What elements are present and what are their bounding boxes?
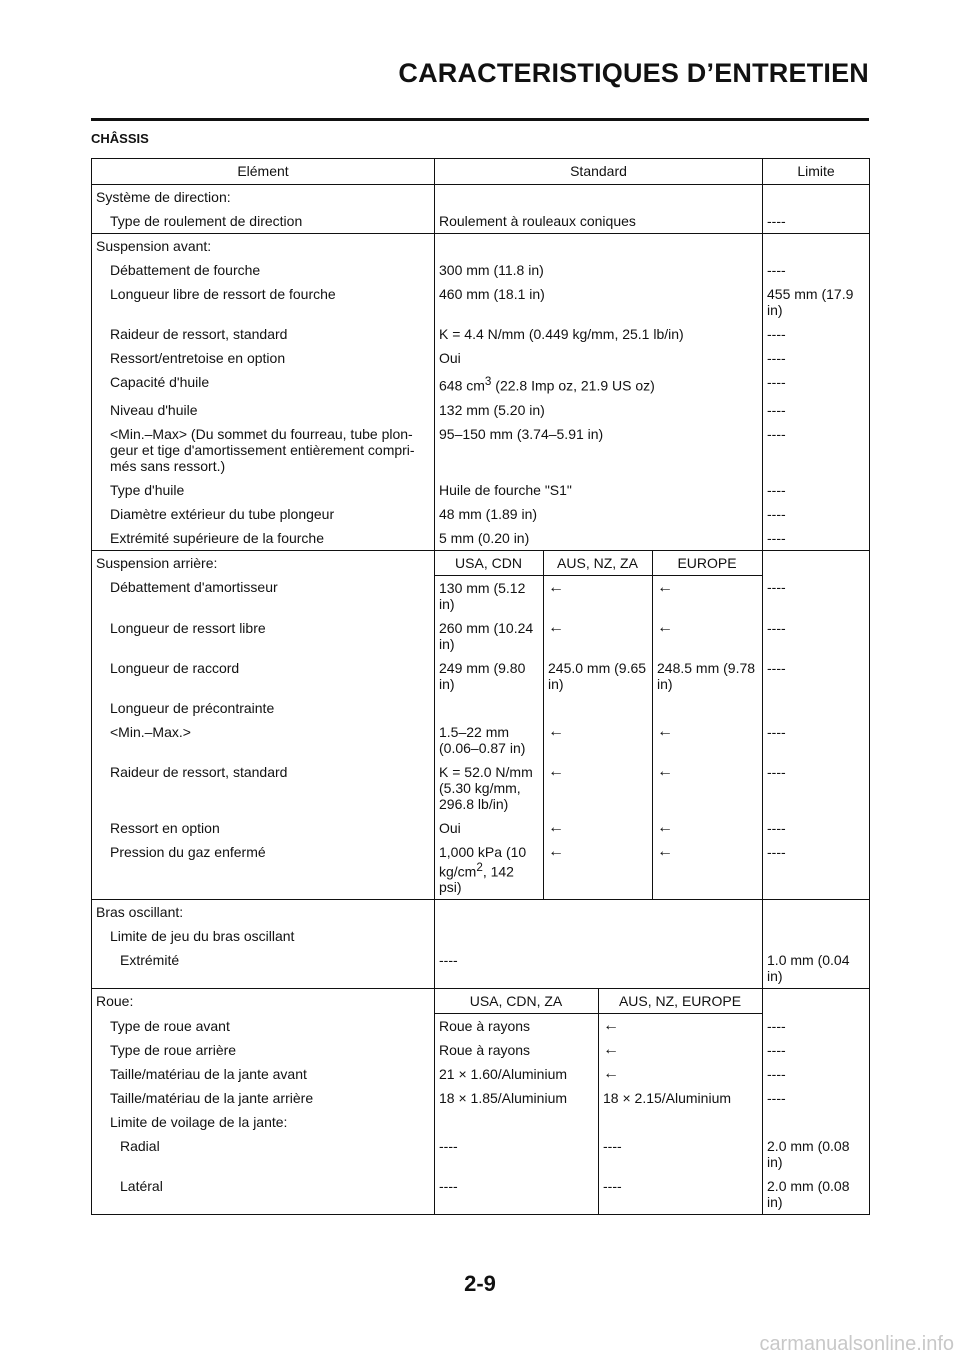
table-cell: 5 mm (0.20 in) — [435, 526, 763, 551]
table-cell: ---- — [763, 1062, 870, 1086]
table-cell: Taille/matériau de la jante arrière — [110, 1090, 314, 1107]
table-cell: Oui — [435, 346, 763, 370]
table-cell: ---- — [763, 526, 870, 551]
header-limit: Limite — [763, 159, 870, 185]
watermark: carmanualsonline.info — [759, 1333, 954, 1355]
cell-text: (22.8 Imp oz, 21.9 US oz) — [491, 377, 655, 394]
table-cell: Niveau d'huile — [110, 401, 198, 418]
table-cell: 130 mm (5.12 in) — [435, 575, 544, 616]
group-swingarm — [92, 900, 870, 925]
table-cell: ← — [544, 720, 653, 760]
table-cell: Oui — [435, 816, 544, 840]
group-label: Suspension avant: — [92, 234, 435, 259]
table-cell — [763, 696, 870, 720]
table-cell: Longueur de précontrainte — [110, 699, 275, 716]
table-cell: 18 × 2.15/Aluminium — [599, 1086, 763, 1110]
table-cell: ---- — [599, 1174, 763, 1215]
table-row — [92, 1086, 870, 1110]
header-element: Elément — [237, 163, 289, 179]
table-cell: Roue à rayons — [435, 1014, 599, 1039]
table-cell — [435, 924, 763, 948]
table-cell: ← — [599, 1038, 763, 1062]
table-cell — [763, 185, 870, 210]
table-cell: 21 × 1.60/Aluminium — [435, 1062, 599, 1086]
header-standard: Standard — [435, 159, 763, 185]
table-row — [92, 696, 870, 720]
table-cell: Capacité d'huile — [110, 374, 210, 390]
table-row — [92, 282, 870, 322]
table-cell: ---- — [599, 1134, 763, 1174]
table-row — [92, 209, 870, 234]
table-cell: ---- — [763, 840, 870, 900]
table-cell — [763, 550, 870, 575]
table-cell: ---- — [763, 398, 870, 422]
table-row — [92, 1174, 870, 1215]
table-row — [92, 760, 870, 816]
table-cell — [599, 1110, 763, 1134]
table-cell: ---- — [763, 422, 870, 478]
table-cell: Type de roue avant — [110, 1017, 230, 1034]
table-cell: Raideur de ressort, standard — [110, 763, 288, 780]
table-cell — [435, 234, 763, 259]
cell-text: 3 — [484, 375, 492, 388]
table-row — [92, 502, 870, 526]
table-cell: ---- — [763, 346, 870, 370]
table-row — [92, 526, 870, 551]
table-cell: Débattement de fourche — [110, 262, 261, 278]
cell-text: 648 cm — [439, 377, 485, 394]
table-cell: 132 mm (5.20 in) — [435, 398, 763, 422]
table-cell: Diamètre extérieur du tube plongeur — [110, 505, 335, 522]
table-cell: ---- — [435, 948, 763, 989]
cell-text: 2 — [476, 860, 483, 874]
page-number: 2-9 — [464, 1271, 496, 1296]
table-cell: 2.0 mm (0.08 in) — [763, 1134, 870, 1174]
table-cell: Extrémité — [120, 952, 180, 969]
table-cell: Débattement d'amortisseur — [110, 579, 278, 596]
table-cell — [435, 840, 544, 900]
table-cell: 260 mm (10.24 in) — [435, 616, 544, 656]
table-cell: ---- — [763, 322, 870, 346]
table-cell: ---- — [763, 258, 870, 282]
table-cell: ---- — [763, 502, 870, 526]
col-aus-nz-europe: AUS, NZ, EUROPE — [599, 989, 763, 1014]
table-cell: Radial — [120, 1138, 160, 1155]
table-cell — [653, 696, 763, 720]
table-cell: ---- — [763, 616, 870, 656]
table-cell: 249 mm (9.80 in) — [435, 656, 544, 696]
col-usa-cdn-za: USA, CDN, ZA — [435, 989, 599, 1014]
table-row — [92, 1110, 870, 1134]
table-cell: ---- — [763, 209, 870, 234]
table-row — [92, 840, 870, 900]
table-row — [92, 370, 870, 398]
table-row — [92, 1038, 870, 1062]
table-cell: Type d'huile — [110, 481, 185, 498]
table-cell: ← — [653, 760, 763, 816]
table-cell: Limite de voilage de la jante: — [110, 1114, 288, 1131]
table-row — [92, 924, 870, 948]
group-steering — [92, 185, 870, 210]
table-cell: ← — [544, 760, 653, 816]
table-cell: ---- — [763, 575, 870, 616]
table-cell: Ressort en option — [110, 819, 220, 836]
group-label: Système de direction: — [92, 185, 435, 210]
table-cell: Ressort/entretoise en option — [110, 350, 286, 366]
table-cell: ← — [599, 1062, 763, 1086]
table-header-row — [92, 159, 870, 185]
table-cell: Type de roue arrière — [110, 1042, 237, 1059]
table-cell — [763, 924, 870, 948]
table-cell: ---- — [763, 720, 870, 760]
group-label: Bras oscillant: — [92, 900, 435, 925]
table-cell — [763, 900, 870, 925]
table-cell: 1.5–22 mm (0.06–0.87 in) — [435, 720, 544, 760]
table-row — [92, 346, 870, 370]
spec-table — [91, 158, 870, 1215]
table-cell: ---- — [763, 816, 870, 840]
table-cell: ← — [599, 1014, 763, 1039]
table-cell: K = 4.4 N/mm (0.449 kg/mm, 25.1 lb/in) — [435, 322, 763, 346]
table-row — [92, 398, 870, 422]
table-row — [92, 422, 870, 478]
table-cell: ← — [653, 575, 763, 616]
table-cell — [435, 370, 763, 398]
table-cell: 460 mm (18.1 in) — [435, 282, 763, 322]
table-cell: K = 52.0 N/mm (5.30 kg/mm, 296.8 lb/in) — [435, 760, 544, 816]
table-cell: ---- — [763, 656, 870, 696]
table-cell: Huile de fourche "S1" — [435, 478, 763, 502]
group-rear-suspension — [92, 550, 870, 575]
table-cell: Roulement à rouleaux coniques — [435, 209, 763, 234]
table-cell: Longueur de raccord — [110, 659, 240, 676]
table-cell: Longueur libre de ressort de fourche — [110, 286, 336, 302]
table-cell: Pression du gaz enfermé — [110, 843, 266, 860]
table-cell: ← — [653, 840, 763, 900]
table-cell: ← — [544, 616, 653, 656]
table-row — [92, 258, 870, 282]
col-usa-cdn: USA, CDN — [435, 550, 544, 575]
table-row — [92, 575, 870, 616]
table-cell: Limite de jeu du bras oscillant — [110, 928, 295, 945]
table-cell: ---- — [763, 1014, 870, 1039]
table-cell — [435, 1110, 599, 1134]
table-cell — [763, 1110, 870, 1134]
table-cell: Extrémité supérieure de la fourche — [110, 529, 324, 546]
table-cell: ---- — [763, 1086, 870, 1110]
table-cell: 248.5 mm (9.78 in) — [653, 656, 763, 696]
table-cell: ← — [544, 816, 653, 840]
table-cell: Taille/matériau de la jante avant — [110, 1066, 307, 1083]
table-cell: ---- — [763, 478, 870, 502]
table-cell — [435, 900, 763, 925]
table-cell: ---- — [435, 1134, 599, 1174]
cell-text: , 142 psi) — [439, 863, 514, 896]
table-row — [92, 1014, 870, 1039]
table-cell: 48 mm (1.89 in) — [435, 502, 763, 526]
table-row — [92, 656, 870, 696]
cell-text: 1,000 kPa (10 kg/cm — [439, 843, 527, 880]
table-cell: ---- — [763, 370, 870, 398]
header-rule — [91, 118, 869, 121]
table-cell: Raideur de ressort, standard — [110, 326, 288, 342]
table-cell: ← — [544, 575, 653, 616]
table-cell: ← — [544, 840, 653, 900]
table-cell — [435, 185, 763, 210]
table-cell: ← — [653, 816, 763, 840]
table-cell — [763, 234, 870, 259]
group-label: Roue: — [92, 989, 435, 1014]
table-cell: ← — [653, 720, 763, 760]
table-cell: 18 × 1.85/Aluminium — [435, 1086, 599, 1110]
table-cell — [435, 696, 544, 720]
table-cell: ---- — [763, 1038, 870, 1062]
table-row — [92, 1134, 870, 1174]
table-cell: 95–150 mm (3.74–5.91 in) — [435, 422, 763, 478]
table-cell — [544, 696, 653, 720]
table-cell: 455 mm (17.9 in) — [763, 282, 870, 322]
table-row — [92, 478, 870, 502]
section-title: CHÂSSIS — [91, 131, 149, 146]
table-row — [92, 1062, 870, 1086]
table-cell: Latéral — [120, 1178, 163, 1195]
table-cell: 1.0 mm (0.04 in) — [763, 948, 870, 989]
table-cell: Roue à rayons — [435, 1038, 599, 1062]
table-cell: 2.0 mm (0.08 in) — [763, 1174, 870, 1215]
col-aus-nz-za: AUS, NZ, ZA — [544, 550, 653, 575]
table-cell: Type de roulement de direction — [110, 213, 303, 229]
group-label: Suspension arrière: — [92, 550, 435, 575]
table-cell: 300 mm (11.8 in) — [435, 258, 763, 282]
page-title: CARACTERISTIQUES D’ENTRETIEN — [398, 58, 869, 88]
table-cell: 245.0 mm (9.65 in) — [544, 656, 653, 696]
group-wheel — [92, 989, 870, 1014]
table-row — [92, 322, 870, 346]
table-cell: Longueur de ressort libre — [110, 619, 266, 636]
table-row — [92, 948, 870, 989]
table-cell: ---- — [763, 760, 870, 816]
table-cell: <Min.–Max> (Du sommet du fourreau, tube plon-geur et tige d'amortissement entièrement compri-més sans ressort.) — [110, 425, 415, 474]
table-row — [92, 720, 870, 760]
table-row — [92, 616, 870, 656]
table-cell — [763, 989, 870, 1014]
table-cell: ← — [653, 616, 763, 656]
table-cell: ---- — [435, 1174, 599, 1215]
table-cell: <Min.–Max.> — [110, 723, 191, 740]
table-row — [92, 816, 870, 840]
group-front-suspension — [92, 234, 870, 259]
col-europe: EUROPE — [653, 550, 763, 575]
